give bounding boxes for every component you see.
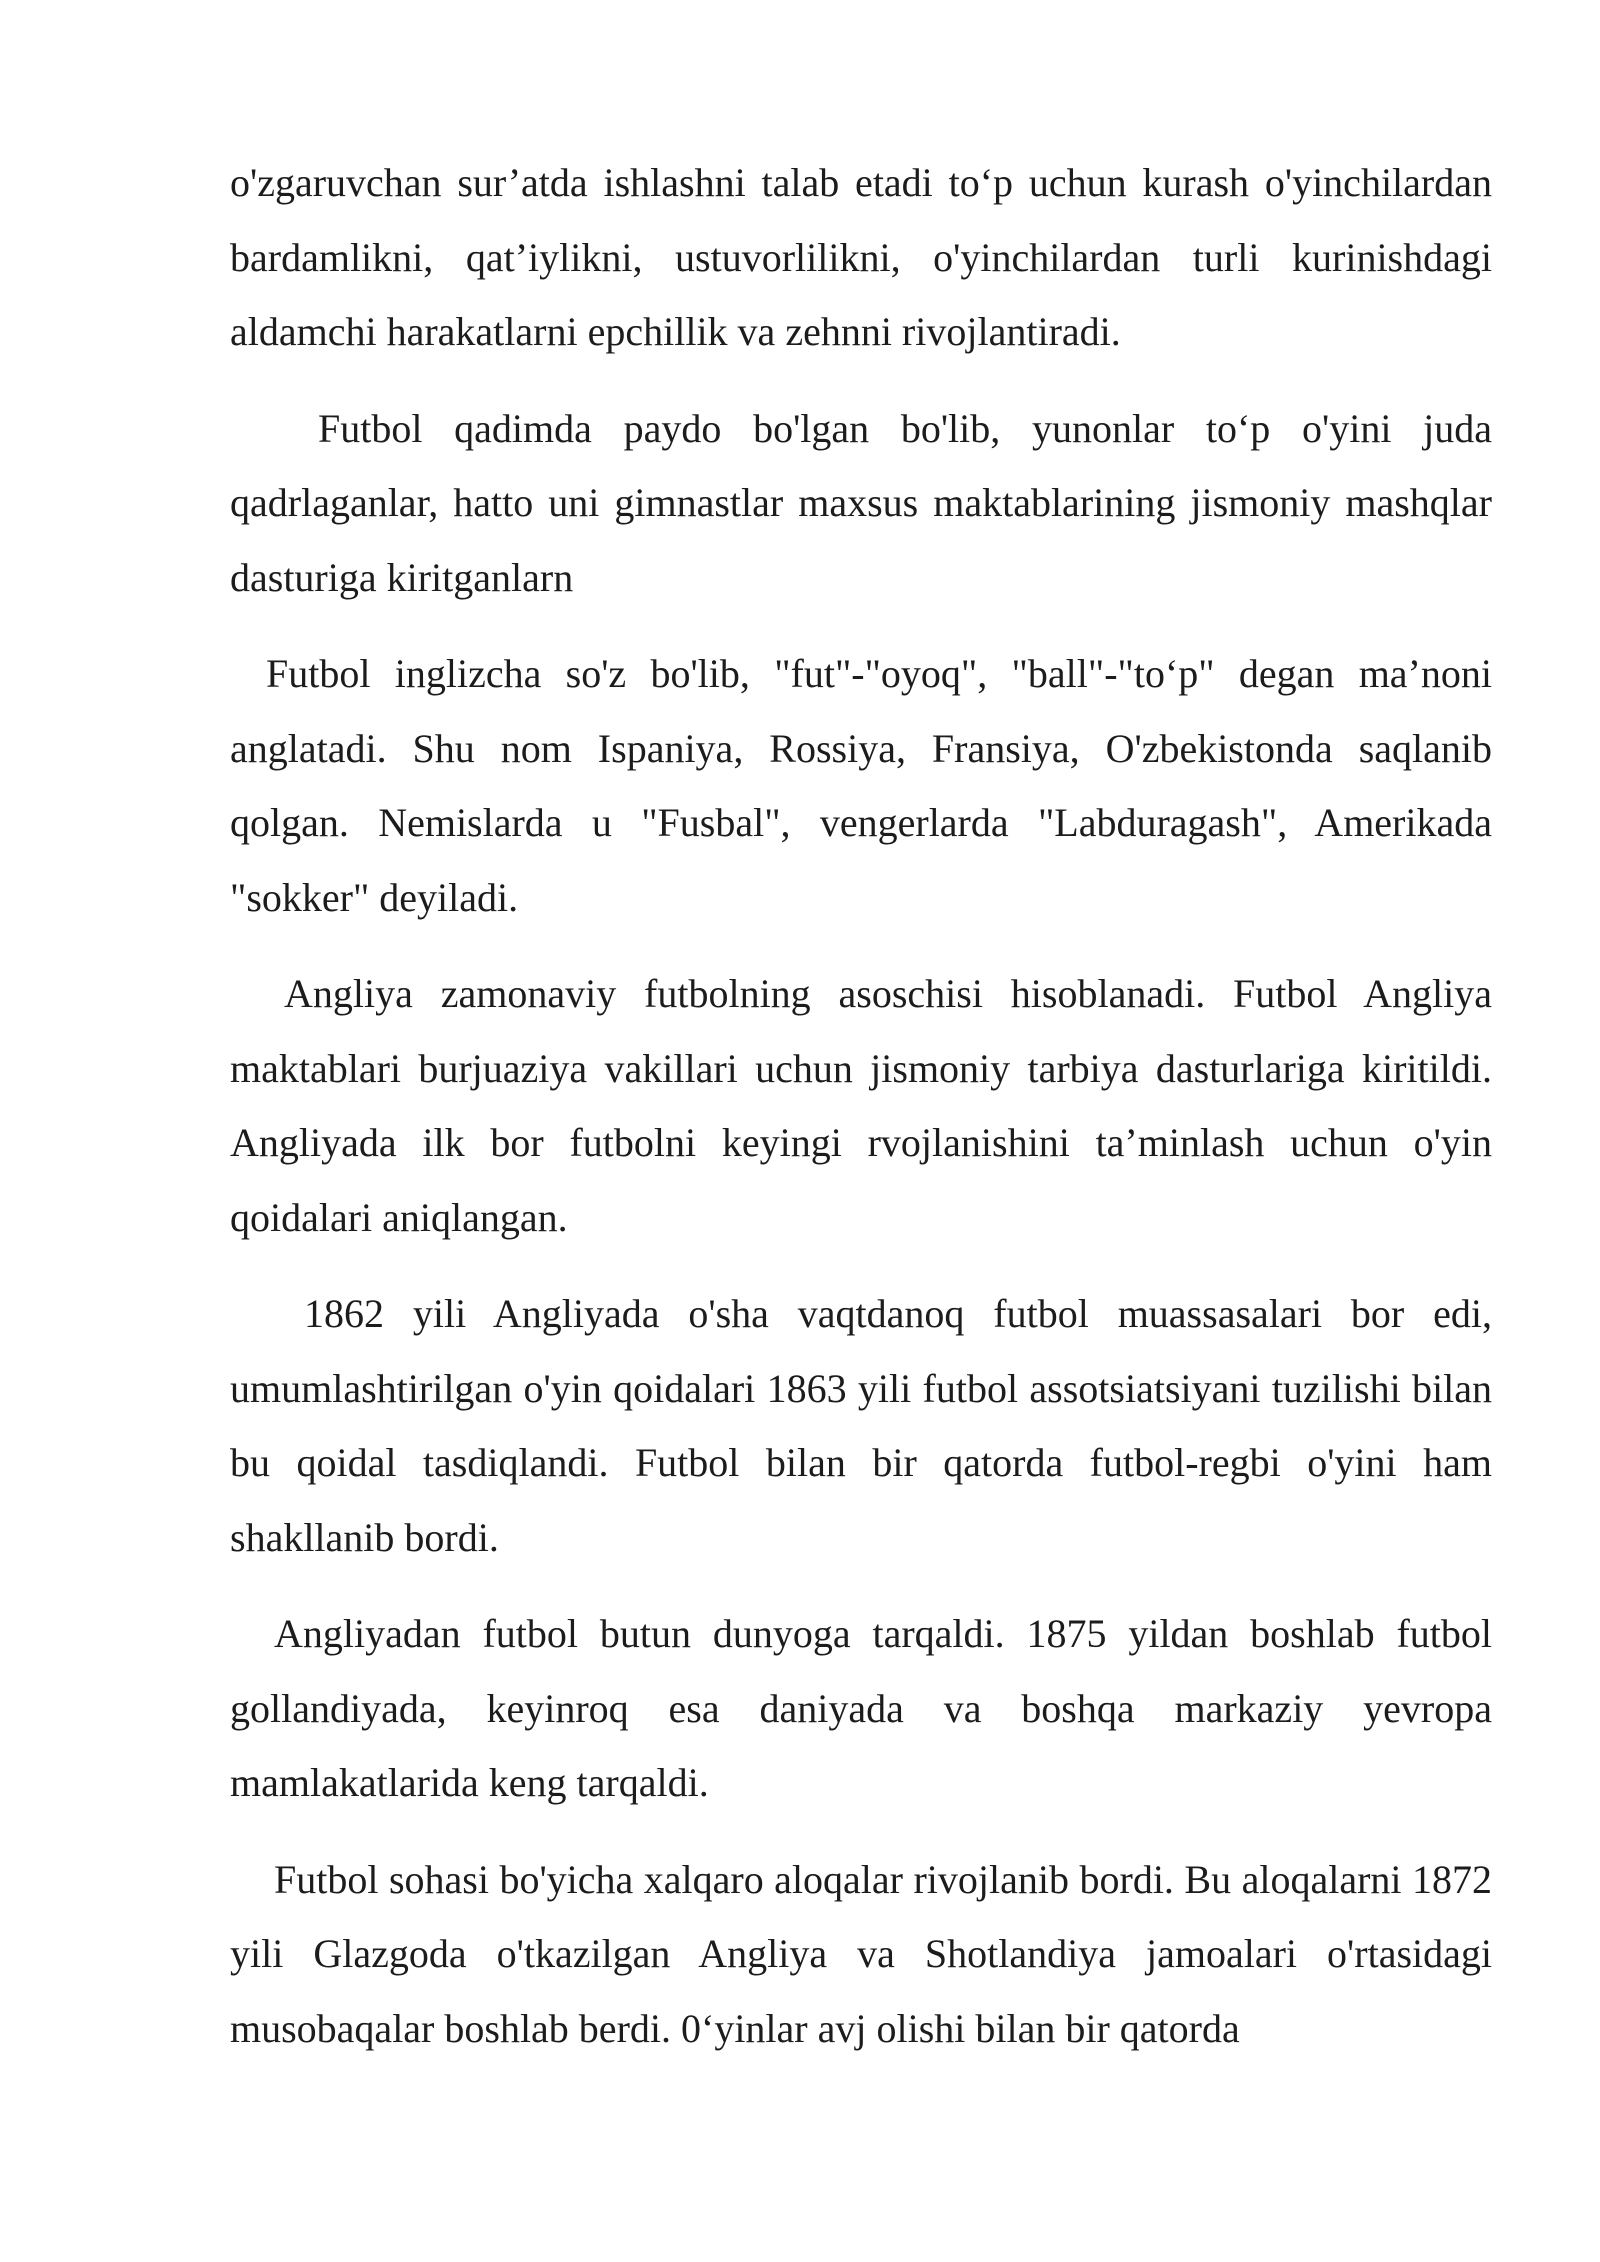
paragraph-4: Angliya zamonaviy futbolning asoschisi hisoblanadi. Futbol Angliya maktablari burjuaziya vakillari uchun jismoniy tarbiya dasturlariga kiritildi. Angliyada ilk bor futbolni keyingi rvojlanishini ta’minlash uchun o'yin qoidalari aniqlangan. [230, 971, 1492, 1240]
paragraph-1: o'zgaruvchan sur’atda ishlashni talab etadi to‘p uchun kurash o'yinchilardan bardamlikni, qat’iylikni, ustuvorlilikni, o'yinchilardan turli kurinishdagi aldamchi harakatlarni epchillik va zehnni rivojlantiradi. [230, 160, 1492, 354]
paragraph-6: Angliyadan futbol butun dunyoga tarqaldi. 1875 yildan boshlab futbol gollandiyada, keyinroq esa daniyada va boshqa markaziy yevropa mamlakatlarida keng tarqaldi. [230, 1611, 1492, 1805]
paragraph-7: Futbol sohasi bo'yicha xalqaro aloqalar rivojlanib bordi. Bu aloqalarni 1872 yili Glazgoda o'tkazilgan Angliya va Shotlandiya jamoalari o'rtasidagi musobaqalar boshlab berdi. 0‘yinlar avj olishi bilan bir qatorda [230, 1856, 1492, 2051]
paragraph-2: Futbol qadimda paydo bo'lgan bo'lib, yunonlar to‘p o'yini juda qadrlaganlar, hatto uni gimnastlar maxsus maktablarining jismoniy mashqlar dasturiga kiritganlarn [230, 405, 1492, 600]
document-body [230, 146, 1492, 2088]
paragraph-3: Futbol inglizcha so'z bo'lib, "fut"-"oyoq", "ball"-"to‘p" degan ma’noni anglatadi. Shu nom Ispaniya, Rossiya, Fransiya, O'zbekistonda saqlanib qolgan. Nemislarda u "Fusbal", vengerlarda "Labduragash", Amerikada "sokker" deyiladi. [230, 651, 1492, 920]
paragraph-5: 1862 yili Angliyada o'sha vaqtdanoq futbol muassasalari bor edi, umumlashtirilgan o'yin qoidalari 1863 yili futbol assotsiatsiyani tuzilishi bilan bu qoidal tasdiqlandi. Futbol bilan bir qatorda futbol-regbi o'yini ham shakllanib bordi. [230, 1291, 1492, 1560]
